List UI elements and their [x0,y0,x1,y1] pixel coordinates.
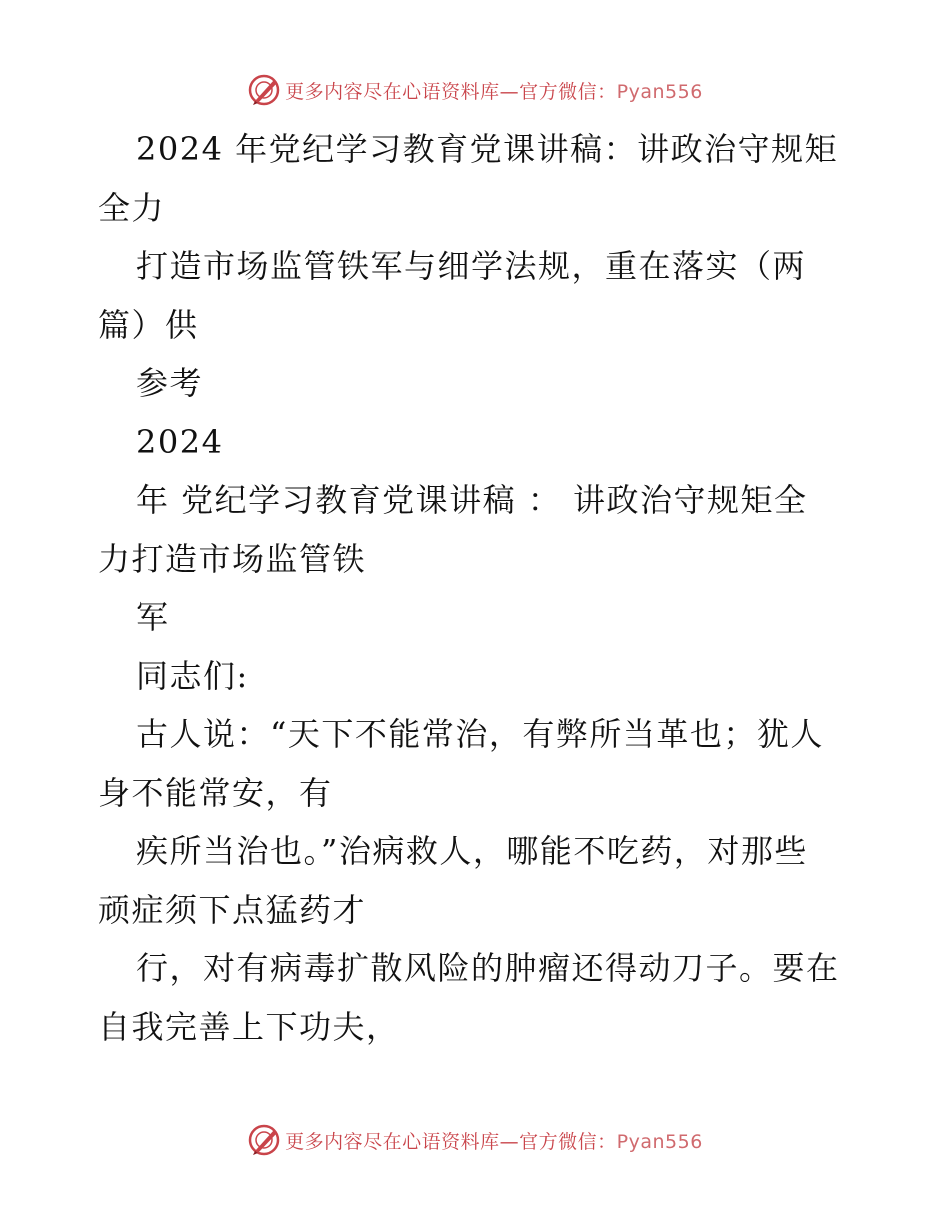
text-line: 顽症须下点猛药才 [98,890,367,929]
text-line: 全力 [98,188,166,227]
text-line: 2024 [136,422,224,461]
text-line: 参考 [136,364,204,402]
text-line: 年 党纪学习教育党课讲稿 ： 讲政治守规矩全 [136,481,808,519]
pen-logo-icon [247,73,281,107]
watermark-text: 更多内容尽在心语资料库—官方微信：Pyan556 [285,80,703,103]
text-line: 古人说：“天下不能常治，有弊所当革也；犹人 [136,715,824,753]
text-line: 篇）供 [98,305,199,344]
header-watermark [0,70,950,110]
pen-logo-icon [247,1123,281,1157]
text-line: 同志们: [136,656,249,695]
document-body [98,120,858,1056]
text-line: 2024 年党纪学习教育党课讲稿：讲政治守规矩 [136,130,839,168]
text-line: 身不能常安，有 [98,773,333,812]
footer-watermark [0,1120,950,1160]
text-line: 军 [136,598,170,636]
text-line: 行，对有病毒扩散风险的肿瘤还得动刀子。要在 [136,949,840,987]
text-line: 力打造市场监管铁 [98,539,367,578]
watermark-text: 更多内容尽在心语资料库—官方微信：Pyan556 [285,1130,703,1153]
text-line: 打造市场监管铁军与细学法规，重在落实（两 [136,247,807,285]
text-line: 疾所当治也。”治病救人，哪能不吃药，对那些 [136,832,808,870]
text-line: 自我完善上下功夫， [98,1007,400,1046]
